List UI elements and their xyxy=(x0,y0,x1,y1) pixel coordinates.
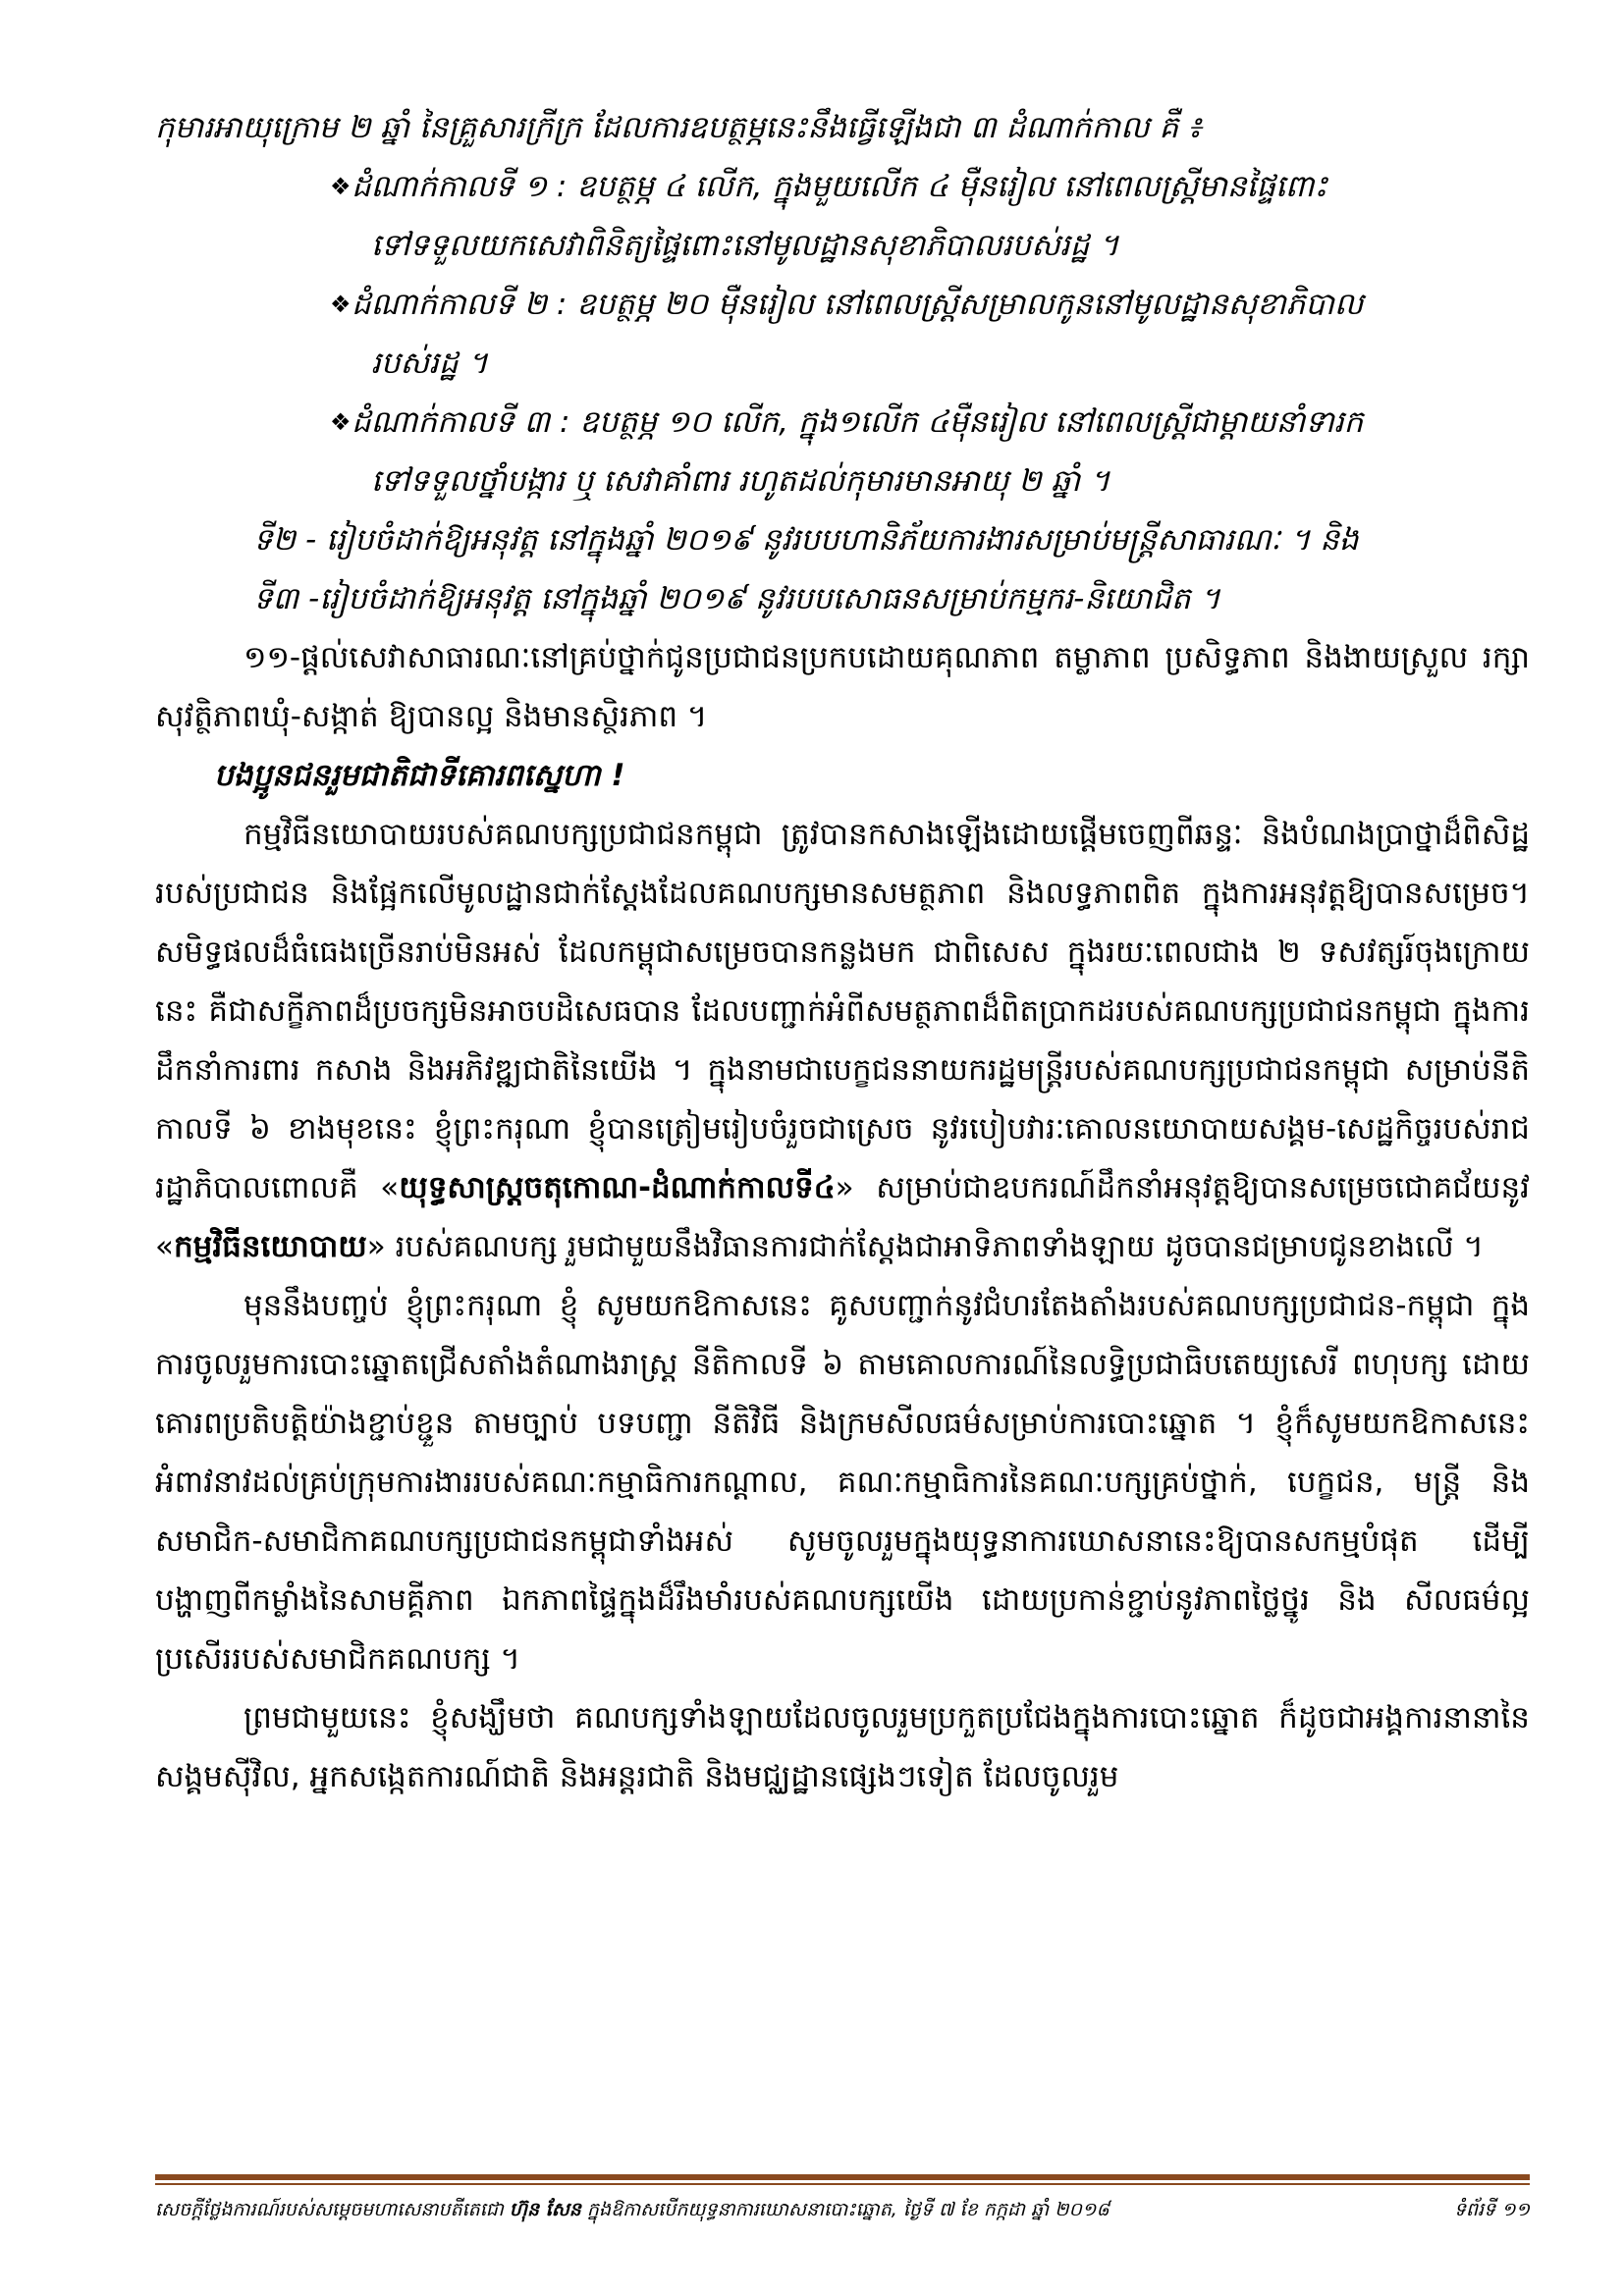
diamond-bullet-icon: ❖ xyxy=(330,291,352,318)
strategy-name: យុទ្ធសាស្ត្រចតុកោណ-ដំណាក់កាលទី៤ xyxy=(399,1170,836,1205)
page-content xyxy=(155,98,1530,1806)
point-11-paragraph: ១១-ផ្តល់សេវាសាធារណៈនៅគ្រប់ថ្នាក់ជូនប្រជាជនប្រកបដោយគុណភាព តម្លាភាព ប្រសិទ្ធភាព និងងាយស្រួល រក្សាសុវត្ថិភាពឃុំ-សង្កាត់ ឱ្យបានល្អ និងមានស្ថិរភាព ។ xyxy=(155,640,1530,734)
stage-3-text-a: ដំណាក់កាលទី ៣ : ឧបត្ថម្ភ ១០ លើក, ក្នុង១លើក ៤ម៉ឺនរៀល នៅពេលស្ត្រីជាម្តាយនាំទារក xyxy=(352,404,1364,440)
stage-3-continued: ទៅទទួលថ្នាំបង្ការ ឬ សេវាគាំពារ រហូតដល់កុមារមានអាយុ ២ ឆ្នាំ ។ xyxy=(371,463,1110,499)
stage-1-continued: ទៅទទួលយកសេវាពិនិត្យផ្ទៃពោះនៅមូលដ្ឋានសុខាភិបាលរបស់រដ្ឋ ។ xyxy=(371,228,1119,263)
diamond-bullet-icon: ❖ xyxy=(330,408,352,436)
footer-divider xyxy=(155,2174,1530,2180)
stage-1-line xyxy=(155,157,1530,216)
option-2-line: ទី២ - រៀបចំដាក់ឱ្យអនុវត្ត នៅក្នុងឆ្នាំ ២០១៩ នូវរបបហានិភ័យការងារសម្រាប់មន្ត្រីសាធារណៈ ។ និង xyxy=(253,522,1359,558)
intro-line: កុមារអាយុក្រោម ២ ឆ្នាំ នៃគ្រួសារក្រីក្រ ដែលការឧបត្ថម្ភនេះនឹងធ្វើឡើងជា ៣ ដំណាក់កាល គឺ ៖ xyxy=(155,110,1202,145)
stage-3-line xyxy=(155,393,1530,452)
political-program-name: កម្មវិធីនយោបាយ xyxy=(173,1229,367,1264)
footer-occasion: ក្នុងឱកាសបើកយុទ្ធនាការឃោសនាបោះឆ្នោត, ថ្ងៃទី ៧ ខែ កក្កដា ឆ្នាំ ២០១៨ xyxy=(586,2199,1110,2220)
stage-1-text-a: ដំណាក់កាលទី ១ : ឧបត្ថម្ភ ៤ លើក, ក្នុងមួយលើក ៤ ម៉ឺនរៀល នៅពេលស្ត្រីមានផ្ទៃពោះ xyxy=(352,169,1328,204)
policy-paragraph xyxy=(155,805,1530,1276)
stage-2-continued: របស់រដ្ឋ ។ xyxy=(371,346,488,381)
footer-divider-thin xyxy=(155,2183,1530,2185)
option-3-line: ទី៣ -រៀបចំដាក់ឱ្យអនុវត្ត នៅក្នុងឆ្នាំ ២០១៩ នូវរបបសោធនសម្រាប់កម្មករ-និយោជិត ។ xyxy=(253,581,1220,616)
hope-paragraph: ព្រមជាមួយនេះ ខ្ញុំសង្ឃឹមថា គណបក្សទាំងឡាយដែលចូលរួមប្រកួតប្រជែងក្នុងការបោះឆ្នោត ក៏ដូចជាអង្គការនានានៃសង្គមស៊ីវិល, អ្នកសង្កេតការណ៍ជាតិ និងអន្តរជាតិ និងមជ្ឈដ្ឋានផ្សេងៗទៀត ដែលចូលរួម xyxy=(155,1700,1530,1794)
page-footer xyxy=(155,2195,1530,2224)
policy-paragraph-end: » របស់គណបក្ស រួមជាមួយនឹងវិធានការជាក់ស្តែងជាអាទិភាពទាំងឡាយ ដូចបានជម្រាបជូនខាងលើ ។ xyxy=(366,1229,1484,1264)
policy-paragraph-middle: » សម្រាប់ជាឧបករណ៍ដឹកនាំអនុវត្តឱ្យបានសម្រេចជោគជ័យនូវ « xyxy=(155,1170,1530,1264)
stage-2-line xyxy=(155,275,1530,334)
closing-paragraph: មុននឹងបញ្ចប់ ខ្ញុំព្រះករុណា ខ្ញុំ សូមយកឱកាសនេះ គូសបញ្ជាក់នូវជំហរតែងតាំងរបស់គណបក្សប្រជាជន-កម្ពុជា ក្នុងការចូលរួមការបោះឆ្នោតជ្រើសតាំងតំណាងរាស្ត្រ នីតិកាលទី ៦ តាមគោលការណ៍នៃលទ្ធិប្រជាធិបតេយ្យសេរី ពហុបក្ស ដោយគោរពប្រតិបត្តិយ៉ាងខ្ជាប់ខ្ជួន តាមច្បាប់ បទបញ្ជា នីតិវិធី និងក្រមសីលធម៌សម្រាប់ការបោះឆ្នោត ។ ខ្ញុំក៏សូមយកឱកាសនេះ អំពាវនាវដល់គ្រប់ក្រុមការងាររបស់គណៈកម្មាធិការកណ្តាល, គណៈកម្មាធិការនៃគណៈបក្សគ្រប់ថ្នាក់, បេក្ខជន, មន្ត្រី និងសមាជិក-សមាជិកាគណបក្សប្រជាជនកម្ពុជាទាំងអស់ សូមចូលរួមក្នុងយុទ្ធនាការឃោសនានេះឱ្យបានសកម្មបំផុត ដើម្បីបង្ហាញពីកម្លាំងនៃសាមគ្គីភាព ឯកភាពផ្ទៃក្នុងដ៏រឹងមាំរបស់គណបក្សយើង ដោយប្រកាន់ខ្ជាប់នូវភាពថ្លៃថ្នូរ និង សីលធម៌ល្អប្រសើររបស់សមាជិកគណបក្ស ។ xyxy=(155,1288,1530,1677)
page-number: ទំព័រទី ១១ xyxy=(1453,2199,1530,2220)
stage-2-text-a: ដំណាក់កាលទី ២ : ឧបត្ថម្ភ ២០ ម៉ឺនរៀល នៅពេលស្ត្រីសម្រាលកូននៅមូលដ្ឋានសុខាភិបាល xyxy=(352,287,1364,322)
policy-paragraph-start: កម្មវិធីនយោបាយរបស់គណបក្សប្រជាជនកម្ពុជា ត្រូវបានកសាងឡើងដោយផ្តើមចេញពីឆន្ទៈ និងបំណងប្រាថ្នាដ៏ពិសិដ្ឋរបស់ប្រជាជន និងផ្អែកលើមូលដ្ឋានជាក់ស្តែងដែលគណបក្សមានសមត្ថភាព និងលទ្ធភាពពិត ក្នុងការអនុវត្តឱ្យបានសម្រេច។ សមិទ្ធផលដ៏ធំធេងច្រើនរាប់មិនអស់ ដែលកម្ពុជាសម្រេចបានកន្លងមក ជាពិសេស ក្នុងរយៈពេលជាង ២ ទសវត្សរ៍ចុងក្រោយនេះ គឺជាសក្ខីភាពដ៏ប្រចក្សមិនអាចបដិសេធបាន ដែលបញ្ជាក់អំពីសមត្ថភាពដ៏ពិតប្រាកដរបស់គណបក្សប្រជាជនកម្ពុជា ក្នុងការដឹកនាំការពារ កសាង និងអភិវឌ្ឍជាតិនៃយើង ។ ក្នុងនាមជាបេក្ខជននាយករដ្ឋមន្ត្រីរបស់គណបក្សប្រជាជនកម្ពុជា សម្រាប់នីតិកាលទី ៦ ខាងមុខនេះ ខ្ញុំព្រះករុណា ខ្ញុំបានត្រៀមរៀបចំរួចជាស្រេច នូវរបៀបវារៈគោលនយោបាយសង្គម-សេដ្ឋកិច្ចរបស់រាជរដ្ឋាភិបាលពោលគឺ « xyxy=(155,817,1530,1205)
footer-statement-label: សេចក្តីថ្លែងការណ៍របស់សម្តេចមហាសេនាបតីតេជោ xyxy=(155,2199,504,2220)
footer-citation xyxy=(155,2195,1110,2224)
greeting-line: បងប្អូនជនរួមជាតិជាទីគោរពស្នេហា ! xyxy=(214,758,625,793)
diamond-bullet-icon: ❖ xyxy=(330,173,352,200)
footer-speaker-name: ហ៊ុន សែន xyxy=(509,2199,581,2220)
